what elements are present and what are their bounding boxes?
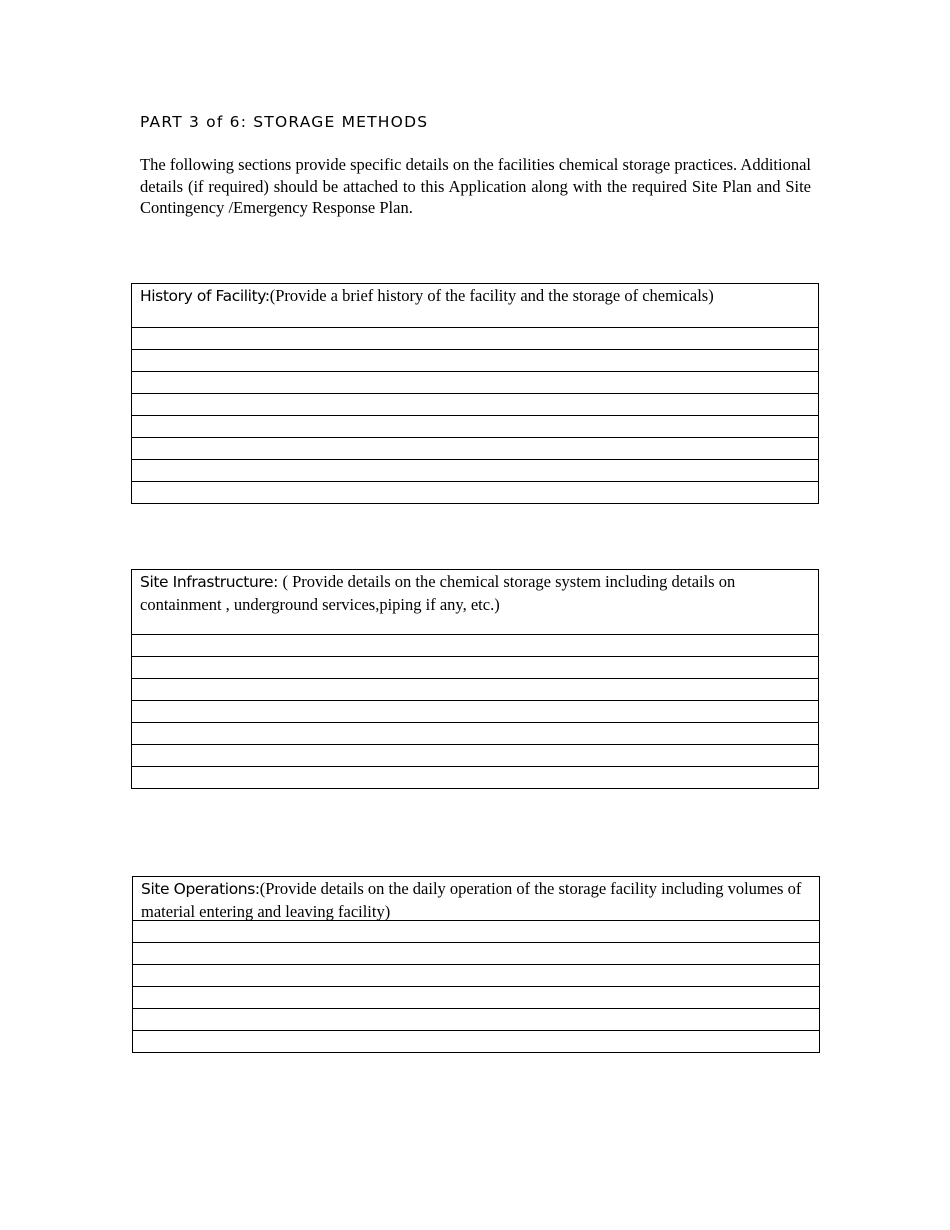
site-infrastructure-label: Site Infrastructure: — [140, 573, 283, 591]
site-infrastructure-description: ( Provide details on the chemical storage system including details on containment , underground services,piping if any, etc.) — [140, 572, 736, 614]
infrastructure-answer-line[interactable] — [132, 635, 818, 657]
history-answer-line[interactable] — [132, 482, 818, 503]
site-infrastructure-box — [131, 569, 819, 789]
infrastructure-answer-line[interactable] — [132, 679, 818, 701]
infrastructure-answer-line[interactable] — [132, 657, 818, 679]
infrastructure-answer-line[interactable] — [132, 745, 818, 767]
infrastructure-answer-line[interactable] — [132, 723, 818, 745]
operations-answer-line[interactable] — [133, 1031, 819, 1052]
history-of-facility-box — [131, 283, 819, 504]
part-heading: PART 3 of 6: STORAGE METHODS — [140, 113, 429, 131]
intro-paragraph: The following sections provide specific details on the facilities chemical storage practices. Additional details (if required) should be attached to this Application along with the required Site Plan and Site Contingency /Emergency Response Plan. — [140, 155, 811, 217]
history-answer-line[interactable] — [132, 394, 818, 416]
history-of-facility-description: (Provide a brief history of the facility and the storage of chemicals) — [269, 286, 714, 305]
history-answer-line[interactable] — [132, 350, 818, 372]
history-answer-line[interactable] — [132, 460, 818, 482]
history-of-facility-header — [132, 284, 818, 328]
site-operations-box — [132, 876, 820, 1053]
operations-answer-line[interactable] — [133, 1009, 819, 1031]
operations-answer-line[interactable] — [133, 987, 819, 1009]
infrastructure-answer-line[interactable] — [132, 767, 818, 788]
history-answer-line[interactable] — [132, 438, 818, 460]
history-answer-line[interactable] — [132, 416, 818, 438]
operations-answer-line[interactable] — [133, 943, 819, 965]
history-of-facility-label: History of Facility: — [140, 287, 270, 305]
site-operations-header — [133, 877, 819, 921]
operations-answer-line[interactable] — [133, 965, 819, 987]
site-operations-description: (Provide details on the daily operation of the storage facility including volumes of material entering and leaving facility) — [141, 879, 802, 921]
site-infrastructure-header — [132, 570, 818, 635]
infrastructure-answer-line[interactable] — [132, 701, 818, 723]
history-answer-line[interactable] — [132, 328, 818, 350]
site-operations-label: Site Operations: — [141, 880, 260, 898]
operations-answer-line[interactable] — [133, 921, 819, 943]
history-answer-line[interactable] — [132, 372, 818, 394]
